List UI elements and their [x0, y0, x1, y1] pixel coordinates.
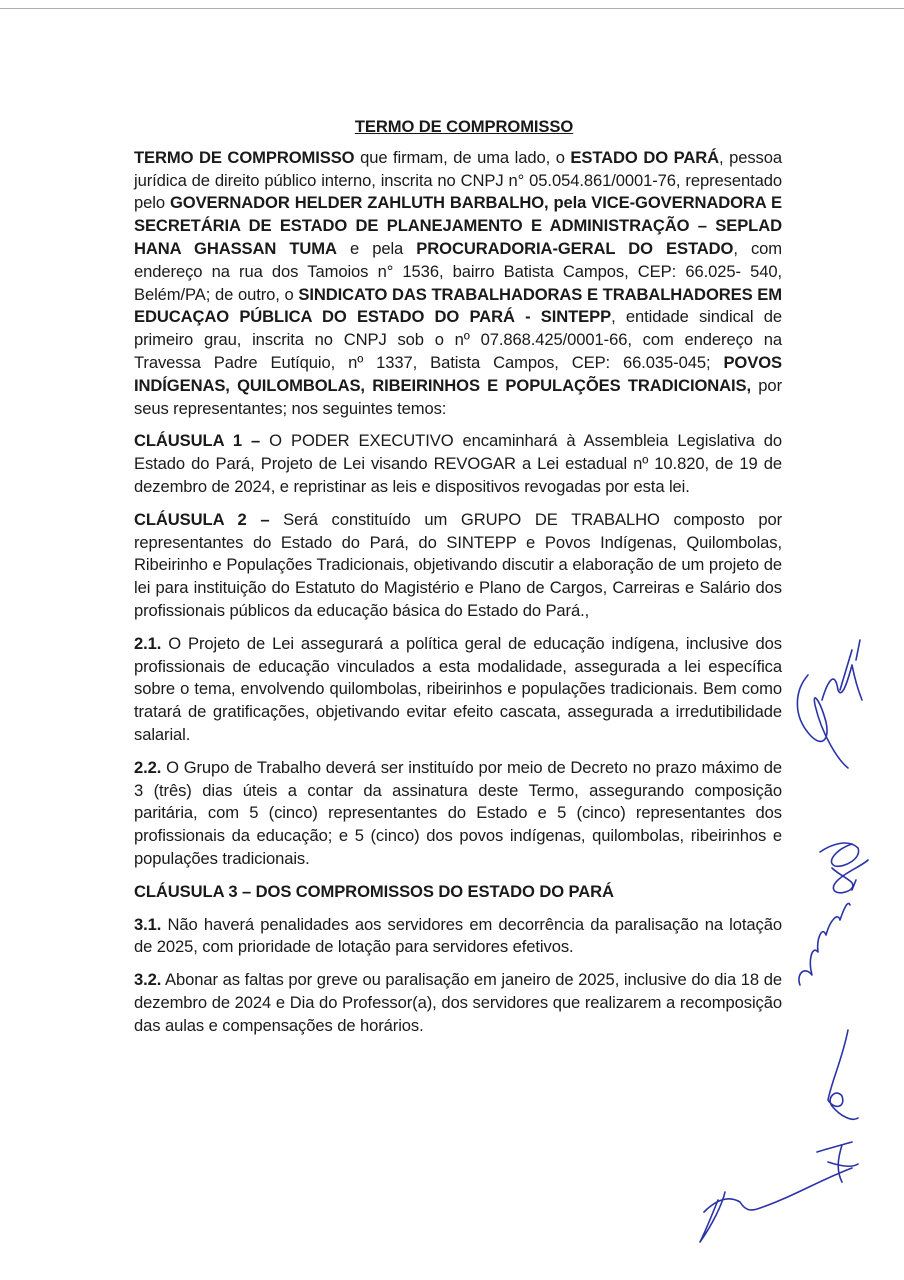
item-2-1-label: 2.1.	[134, 633, 162, 653]
item-3-2-label: 3.2.	[134, 970, 162, 990]
preamble-bold-2: ESTADO DO PARÁ	[570, 147, 719, 167]
preamble-text-5: , entidade sindical de primeiro grau, inscrita no CNPJ sob o nº 07.868.425/0001-66, com endereço na Travessa Padre Eutíquio, nº 1337, Batista Campos, CEP: 66.035-045;	[134, 307, 783, 372]
item-3-2	[134, 969, 782, 1037]
clause-2	[134, 509, 782, 623]
preamble-text-4: , com endereço na rua dos Tamoios n° 1536, bairro Batista Campos, CEP: 66.025- 540, Belém/PA; de outro, o	[134, 238, 782, 304]
item-3-1	[134, 914, 782, 960]
preamble-text-3: e pela	[336, 238, 417, 258]
preamble-paragraph	[134, 147, 782, 421]
item-2-1	[134, 633, 782, 747]
page-top-border	[0, 8, 904, 9]
document-page	[134, 116, 782, 1047]
item-2-2-label: 2.2.	[134, 757, 162, 777]
clause-1-text: O PODER EXECUTIVO encaminhará à Assembleia Legislativa do Estado do Pará, Projeto de Lei visando REVOGAR a Lei estadual nº 10.820, de 19 de dezembro de 2024, e repristinar as leis e dispositivos revogadas por esta lei.	[134, 431, 782, 496]
clause-1	[134, 430, 782, 498]
preamble-bold-4: PROCURADORIA-GERAL DO ESTADO	[416, 238, 734, 258]
clause-2-text: Será constituído um GRUPO DE TRABALHO composto por representantes do Estado do Pará, do SINTEPP e Povos Indígenas, Quilombolas, Ribeirinho e Populações Tradicionais, objetivando discutir a elaboração de um projeto de lei para instituição do Estatuto do Magistério e Plano de Cargos, Carreiras e Salário dos profissionais públicos da educação básica do Estado do Pará.,	[134, 509, 783, 620]
preamble-bold-3: GOVERNADOR HELDER ZAHLUTH BARBALHO, pela VICE-GOVERNADORA E SECRETÁRIA DE ESTADO DE PLANEJAMENTO E ADMINISTRAÇÃO – SEPLAD HANA GHASSAN TUMA	[134, 193, 783, 258]
clause-2-label: CLÁUSULA 2 –	[134, 509, 270, 529]
signature-initial-2-icon	[820, 843, 868, 893]
preamble-bold-5: SINDICATO DAS TRABALHADORAS E TRABALHADORES EM EDUCAÇAO PÚBLICA DO ESTADO DO PARÁ - SINTEPP	[134, 284, 782, 327]
preamble-text-6: por seus representantes; nos seguintes temos:	[134, 375, 782, 418]
clause-3-heading: CLÁUSULA 3 – DOS COMPROMISSOS DO ESTADO DO PARÁ	[134, 881, 614, 901]
signature-main-icon	[700, 1142, 858, 1242]
preamble-bold-1: TERMO DE COMPROMISSO	[134, 147, 355, 167]
signature-initial-4-icon	[828, 1030, 858, 1119]
item-2-2-text: O Grupo de Trabalho deverá ser instituído por meio de Decreto no prazo máximo de 3 (três) dias úteis a contar da assinatura deste Termo, assegurando composição paritária, com 5 (cinco) representantes do Estado e 5 (cinco) representantes dos profissionais da educação; e 5 (cinco) dos povos indígenas, quilombolas, ribeirinhos e populações tradicionais.	[134, 757, 782, 868]
item-3-2-text: Abonar as faltas por greve ou paralisação em janeiro de 2025, inclusive do dia 18 de dezembro de 2024 e Dia do Professor(a), dos servidores que realizarem a recomposição das aulas e compensações de horários.	[134, 970, 782, 1035]
preamble-bold-6: POVOS INDÍGENAS, QUILOMBOLAS, RIBEIRINHOS E POPULAÇÕES TRADICIONAIS,	[134, 352, 782, 395]
item-2-2	[134, 757, 782, 871]
item-3-1-text: Não haverá penalidades aos servidores em decorrência da paralisação na lotação de 2025, com prioridade de lotação para servidores efetivos.	[134, 914, 782, 957]
document-title: TERMO DE COMPROMISSO	[354, 117, 574, 136]
item-2-1-text: O Projeto de Lei assegurará a política geral de educação indígena, inclusive dos profissionais de educação vinculados a esta modalidade, assegurada a lei específica sobre o tema, envolvendo quilombolas, ribeirinhos e populações tradicionais. Bem como tratará de gratificações, objetivando evitar efeito cascata, assegurada a irredutibilidade salarial.	[134, 633, 782, 744]
signature-initial-3-icon	[799, 880, 856, 985]
item-3-1-label: 3.1.	[134, 914, 162, 934]
preamble-text-2: , pessoa jurídica de direito público interno, inscrita no CNPJ n° 05.054.861/0001-76, representado pelo	[134, 147, 782, 213]
signature-initial-1-icon	[797, 640, 862, 768]
preamble-text-1: que firmam, de uma lado, o	[354, 147, 571, 167]
clause-1-label: CLÁUSULA 1 –	[134, 431, 261, 451]
